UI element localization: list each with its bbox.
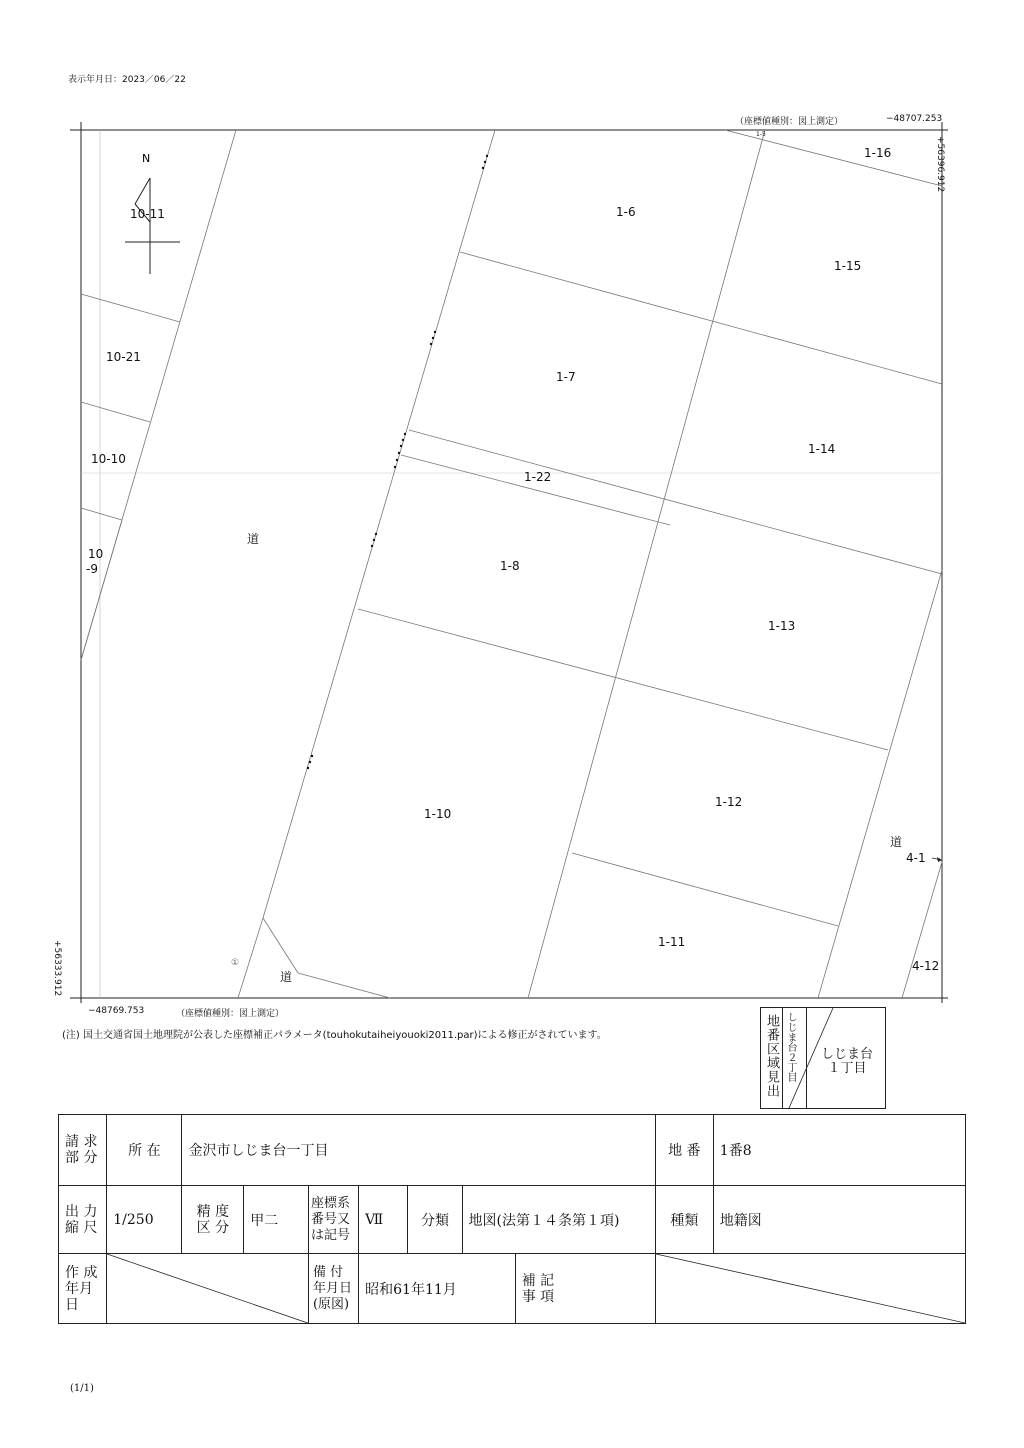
parcel-label: 10-11 [130, 207, 165, 221]
district-lower-label: しじま台 １丁目 [821, 1047, 874, 1076]
circle-mark: ① [231, 958, 240, 968]
parcel-label: 1-5 [756, 131, 766, 138]
request-part-label: 請 求 部 分 [59, 1115, 107, 1186]
created-date-value [107, 1254, 309, 1324]
parcel-label: -9 [86, 562, 98, 576]
parcel-label: 10 [88, 547, 104, 561]
scale-label: 出 力 縮 尺 [59, 1186, 107, 1254]
parcel-label: 10-10 [91, 452, 126, 466]
parcel-label: 1-14 [808, 442, 836, 456]
furnished-date-label: 備 付 年月日 (原図) [308, 1254, 358, 1324]
road-label: 道 [890, 835, 903, 849]
kind-label: 種類 [655, 1186, 713, 1254]
location-value: 金沢市しじま台一丁目 [182, 1115, 655, 1186]
parcel-label: 4-12 [912, 959, 940, 973]
parcel-label: 1-13 [768, 619, 796, 633]
precision-label: 精 度 区 分 [182, 1186, 244, 1254]
correction-note: (注) 国土交通省国土地理院が公表した座標補正パラメータ(touhokutaiheiyouoki2011.par)による修正がされています。 [62, 1030, 607, 1041]
road-label: 道 [247, 532, 260, 546]
parcel-label: 1-12 [715, 795, 743, 809]
coord-system-value: Ⅶ [359, 1186, 408, 1254]
parcel-label: 1-11 [658, 935, 686, 949]
north-arrow-icon [125, 178, 180, 274]
supplementary-notes-label: 補 記 事 項 [515, 1254, 655, 1324]
page-number: (1/1) [70, 1383, 94, 1394]
precision-value: 甲二 [244, 1186, 309, 1254]
kind-value: 地籍図 [713, 1186, 965, 1254]
supplementary-notes-value [655, 1254, 965, 1324]
coord-x-top: −48707.253 [886, 114, 943, 124]
district-upper-label: しじま台２丁目 [785, 1012, 796, 1082]
parcel-label: 1-10 [424, 807, 452, 821]
classification-label: 分類 [408, 1186, 462, 1254]
parcel-label: 1-16 [864, 146, 892, 160]
display-date: 表示年月日：2023／06／22 [68, 75, 186, 85]
scale-value: 1/250 [107, 1186, 182, 1254]
furnished-date-value: 昭和61年11月 [359, 1254, 516, 1324]
parcel-label: 1-15 [834, 259, 862, 273]
parcel-label: 4-1 [906, 851, 926, 865]
parcel-label: 10-21 [106, 350, 141, 364]
created-date-label: 作 成 年月日 [59, 1254, 107, 1324]
parcel-label: 1-8 [500, 559, 520, 573]
north-label: N [142, 152, 151, 165]
coord-y-top: +56396.912 [935, 136, 945, 193]
parcel-label: 1-22 [524, 470, 552, 484]
coord-y-bottom: +56333.912 [52, 940, 62, 997]
district-index-box [760, 1007, 886, 1109]
location-label: 所 在 [107, 1115, 182, 1186]
lot-number-value: 1番8 [713, 1115, 965, 1186]
classification-value: 地図(法第１４条第１項) [462, 1186, 655, 1254]
info-table [58, 1114, 966, 1324]
district-index-title: 地番区域見出 [764, 1014, 779, 1098]
parcel-label: 1-7 [556, 370, 576, 384]
coord-x-bottom: −48769.753 [88, 1006, 145, 1016]
road-label: 道 [280, 970, 293, 984]
coord-system-label: 座標系 番号又 は記号 [308, 1186, 358, 1254]
coord-type-bottom: （座標値種別：図上測定） [176, 1009, 285, 1019]
coord-type-top: （座標値種別：図上測定） [735, 117, 844, 127]
lot-number-label: 地 番 [655, 1115, 713, 1186]
parcel-label: 1-6 [616, 205, 636, 219]
